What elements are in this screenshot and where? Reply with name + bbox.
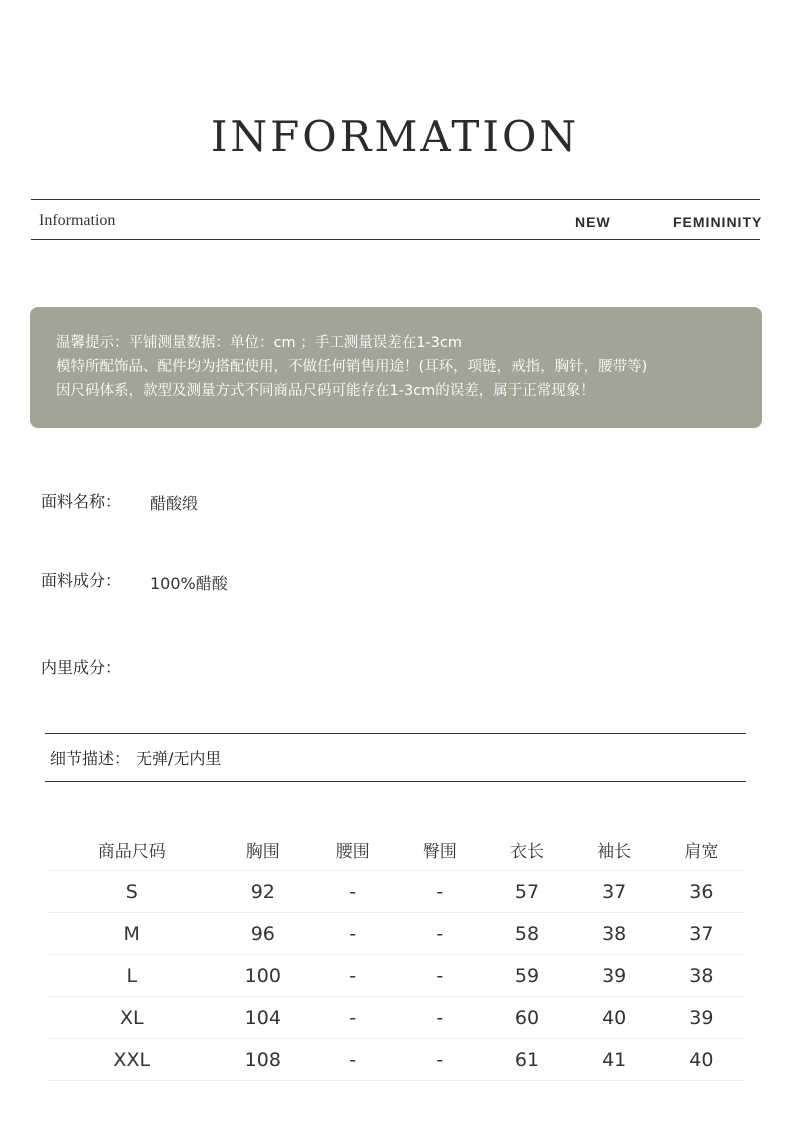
fabric-composition-value: 100%醋酸 [150, 574, 228, 593]
table-cell: 100 [216, 955, 309, 997]
header-cell: 商品尺码 [97, 841, 166, 862]
table-cell: 36 [658, 871, 745, 913]
table-cell: 40 [571, 997, 658, 1039]
table-cell: - [309, 955, 396, 997]
table-cell: 60 [483, 997, 570, 1039]
detail-value: 无弹/无内里 [136, 749, 222, 768]
table-cell: - [396, 997, 483, 1039]
table-cell: L [47, 955, 216, 997]
table-cell: 104 [216, 997, 309, 1039]
table-cell: 38 [571, 913, 658, 955]
table-row [47, 997, 745, 1039]
bar-label-femininity: FEMININITY [673, 214, 763, 230]
lining-composition-label: 内里成分： [41, 658, 122, 677]
table-cell: 37 [658, 913, 745, 955]
table-cell: 59 [483, 955, 570, 997]
header-bottom-rule [31, 239, 760, 240]
table-cell: XXL [47, 1039, 216, 1081]
table-cell: - [396, 955, 483, 997]
table-cell: XL [47, 997, 216, 1039]
table-cell: 39 [571, 955, 658, 997]
size-table [47, 828, 745, 1081]
table-cell: 58 [483, 913, 570, 955]
table-cell: 96 [216, 913, 309, 955]
header-cell: 腰围 [335, 841, 370, 862]
fabric-name-value: 醋酸缎 [150, 494, 199, 513]
header-cell: 袖长 [597, 841, 632, 862]
detail-row [50, 746, 221, 769]
detail-top-rule [45, 733, 746, 734]
table-cell: - [396, 1039, 483, 1081]
header-cell: 胸围 [245, 841, 280, 862]
table-cell: 39 [658, 997, 745, 1039]
table-cell: - [309, 871, 396, 913]
notice-line: 温馨提示：平铺测量数据：单位：cm ；手工测量误差在1-3cm [56, 335, 462, 351]
detail-bottom-rule [45, 781, 746, 782]
table-cell: - [396, 913, 483, 955]
notice-line: 模特所配饰品、配件均为搭配使用，不做任何销售用途！(耳环，项链，戒指，胸针，腰带等) [56, 359, 648, 375]
fabric-name-label: 面料名称： [41, 492, 122, 511]
table-cell: M [47, 913, 216, 955]
table-cell: 40 [658, 1039, 745, 1081]
fabric-composition-label: 面料成分： [41, 571, 122, 590]
table-cell: 41 [571, 1039, 658, 1081]
table-row [47, 913, 745, 955]
table-row [47, 955, 745, 997]
table-row [47, 871, 745, 913]
table-cell: 61 [483, 1039, 570, 1081]
header-cell: 肩宽 [684, 841, 719, 862]
table-cell: 108 [216, 1039, 309, 1081]
table-cell: 38 [658, 955, 745, 997]
bar-label-information: Information [39, 212, 116, 229]
table-cell: 57 [483, 871, 570, 913]
table-cell: - [309, 913, 396, 955]
notice-line: 因尺码体系，款型及测量方式不同商品尺码可能存在1-3cm的误差，属于正常现象！ [56, 383, 595, 399]
notice-box [30, 307, 762, 428]
table-cell: 92 [216, 871, 309, 913]
table-row [47, 1039, 745, 1081]
header-top-rule [31, 199, 760, 200]
header-cell: 臀围 [422, 841, 457, 862]
table-cell: - [309, 997, 396, 1039]
table-cell: 37 [571, 871, 658, 913]
header-cell: 衣长 [510, 841, 545, 862]
table-cell: - [309, 1039, 396, 1081]
page-title: INFORMATION [210, 112, 580, 161]
table-cell: - [396, 871, 483, 913]
table-cell: S [47, 871, 216, 913]
size-table-header [47, 828, 745, 871]
bar-label-new: NEW [575, 214, 611, 230]
detail-label: 细节描述： [50, 749, 131, 768]
